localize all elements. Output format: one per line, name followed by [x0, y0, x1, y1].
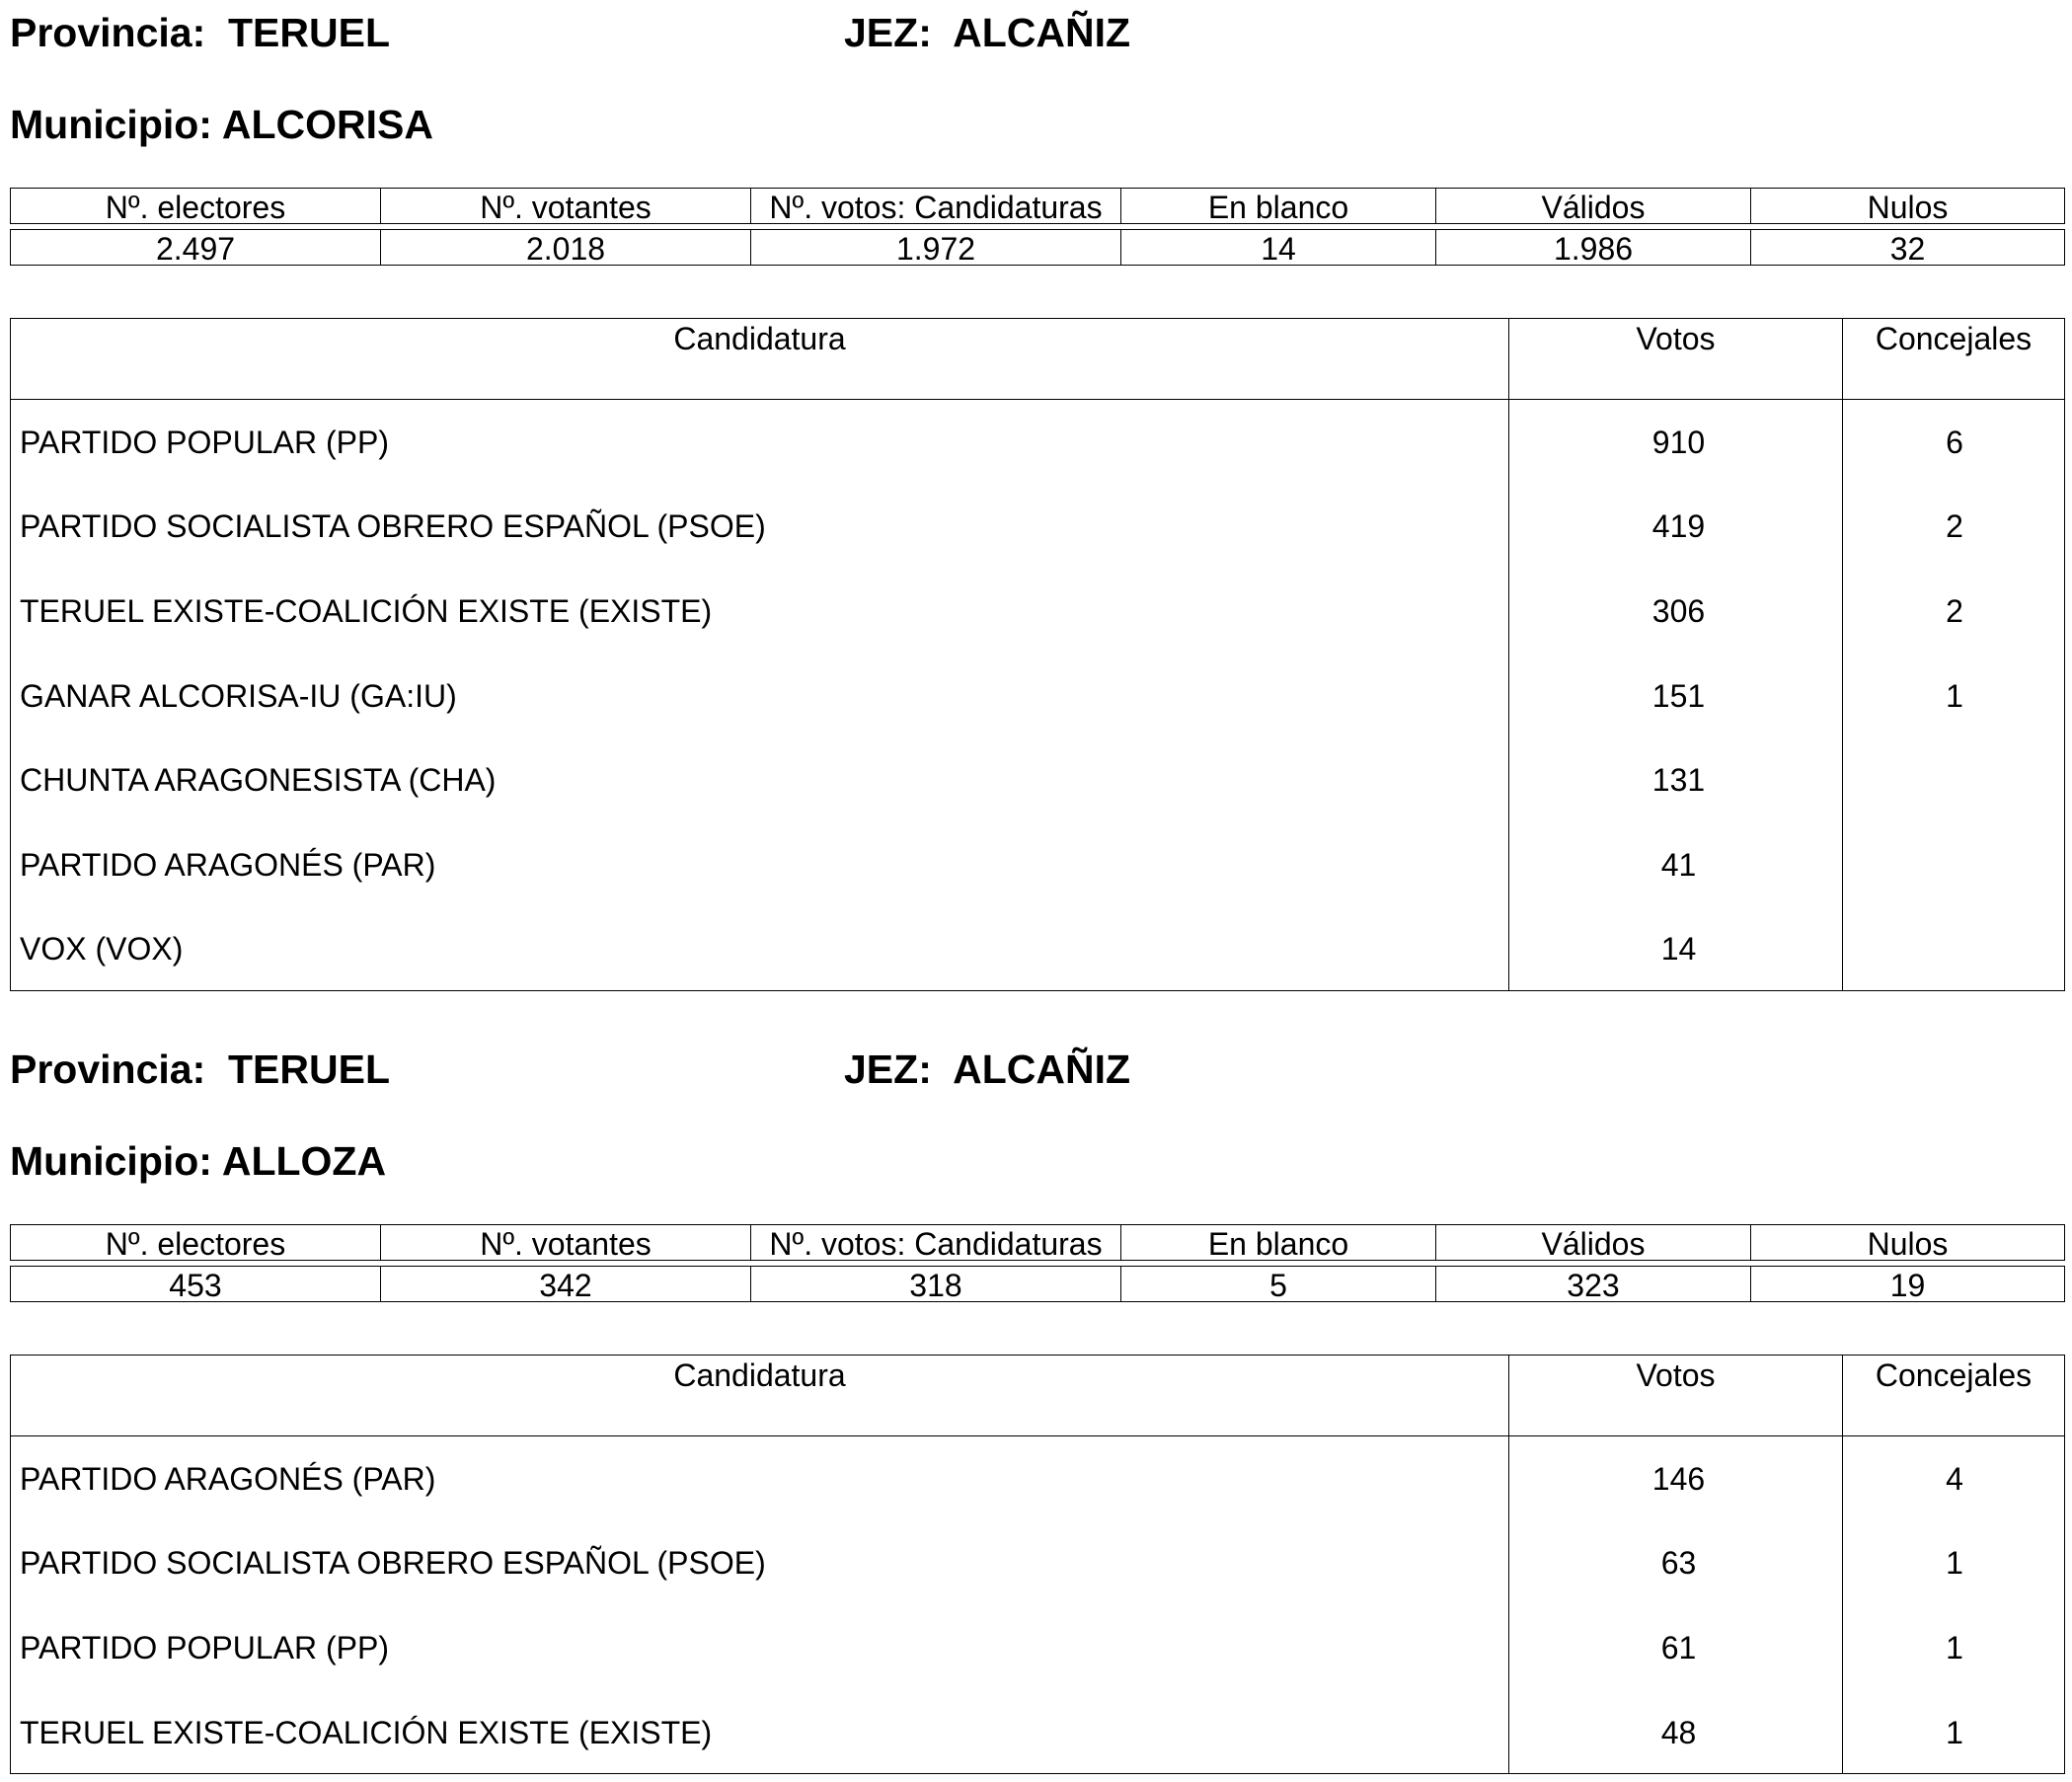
stats-header-blanco: En blanco	[1121, 189, 1436, 223]
candidatura-cell: CHUNTA ARAGONESISTA (CHA)	[11, 737, 1509, 822]
provincia-heading: Provincia: TERUEL	[10, 1046, 391, 1092]
candidatura-cell: PARTIDO POPULAR (PP)	[11, 400, 1509, 485]
votos-cell: 910	[1509, 400, 1843, 485]
table-row	[11, 737, 2064, 822]
votos-cell: 63	[1509, 1521, 1843, 1606]
stats-value-row	[10, 1266, 2065, 1302]
votos-cell: 131	[1509, 737, 1843, 822]
stats-header-validos: Válidos	[1436, 189, 1751, 223]
table-row	[11, 907, 2064, 992]
concejales-cell: 2	[1946, 592, 1963, 629]
concejales-cell	[1843, 907, 2064, 992]
concejales-cell	[1843, 737, 2064, 822]
concejales-cell: 6	[1946, 424, 1963, 460]
table-row	[11, 1521, 2064, 1606]
concejales-cell: 1	[1946, 1714, 1963, 1750]
stats-header-nulos: Nulos	[1867, 189, 1949, 225]
stats-value-validos: 1.986	[1436, 230, 1751, 265]
stats-header-row	[10, 188, 2065, 224]
municipio-heading: Municipio: ALLOZA	[10, 1138, 387, 1184]
stats-value-electores: 2.497	[11, 230, 381, 265]
votos-cell: 14	[1509, 907, 1843, 992]
results-header-row	[11, 319, 2064, 400]
stats-value-candidaturas: 318	[751, 1267, 1121, 1301]
concejales-cell: 2	[1946, 508, 1963, 545]
stats-table	[10, 1224, 2065, 1302]
stats-value-electores: 453	[11, 1267, 381, 1301]
stats-value-blanco: 14	[1121, 230, 1436, 265]
stats-value-candidaturas: 1.972	[751, 230, 1121, 265]
results-header-concejales: Concejales	[1875, 321, 2033, 356]
table-row	[11, 485, 2064, 570]
stats-value-votantes: 342	[381, 1267, 751, 1301]
concejales-cell	[1843, 822, 2064, 907]
candidatura-cell: PARTIDO POPULAR (PP)	[11, 1605, 1509, 1690]
votos-cell: 48	[1509, 1690, 1843, 1775]
table-row	[11, 654, 2064, 738]
table-row	[11, 1436, 2064, 1521]
results-table	[10, 1355, 2065, 1774]
stats-header-candidaturas: Nº. votos: Candidaturas	[751, 189, 1121, 223]
votos-cell: 61	[1509, 1605, 1843, 1690]
concejales-cell: 4	[1946, 1460, 1963, 1497]
candidatura-cell: TERUEL EXISTE-COALICIÓN EXISTE (EXISTE)	[11, 569, 1509, 654]
stats-header-votantes: Nº. votantes	[381, 1225, 751, 1260]
candidatura-cell: PARTIDO SOCIALISTA OBRERO ESPAÑOL (PSOE)	[11, 1521, 1509, 1606]
stats-value-nulos: 19	[1889, 1267, 1926, 1303]
concejales-cell: 1	[1946, 1629, 1963, 1666]
votos-cell: 419	[1509, 485, 1843, 570]
stats-header-row	[10, 1224, 2065, 1261]
municipio-section-alloza	[0, 1037, 2072, 1782]
candidatura-cell: PARTIDO SOCIALISTA OBRERO ESPAÑOL (PSOE)	[11, 485, 1509, 570]
municipio-heading: Municipio: ALCORISA	[10, 102, 433, 147]
concejales-cell: 1	[1946, 1545, 1963, 1582]
results-header-votos: Votos	[1509, 1356, 1843, 1435]
candidatura-cell: TERUEL EXISTE-COALICIÓN EXISTE (EXISTE)	[11, 1690, 1509, 1775]
provincia-heading: Provincia: TERUEL	[10, 10, 391, 55]
candidatura-cell: GANAR ALCORISA-IU (GA:IU)	[11, 654, 1509, 738]
stats-value-validos: 323	[1436, 1267, 1751, 1301]
votos-cell: 151	[1509, 654, 1843, 738]
candidatura-cell: PARTIDO ARAGONÉS (PAR)	[11, 1436, 1509, 1521]
results-header-votos: Votos	[1509, 319, 1843, 399]
stats-header-electores: Nº. electores	[11, 1225, 381, 1260]
stats-header-candidaturas: Nº. votos: Candidaturas	[751, 1225, 1121, 1260]
table-row	[11, 569, 2064, 654]
stats-value-row	[10, 229, 2065, 266]
votos-cell: 41	[1509, 822, 1843, 907]
jez-heading: JEZ: ALCAÑIZ	[844, 10, 1131, 55]
stats-header-votantes: Nº. votantes	[381, 189, 751, 223]
stats-value-blanco: 5	[1121, 1267, 1436, 1301]
results-header-candidatura: Candidatura	[11, 1356, 1509, 1435]
stats-value-nulos: 32	[1889, 230, 1926, 267]
stats-header-validos: Válidos	[1436, 1225, 1751, 1260]
votos-cell: 146	[1509, 1436, 1843, 1521]
table-row	[11, 1605, 2064, 1690]
candidatura-cell: VOX (VOX)	[11, 907, 1509, 992]
table-row	[11, 822, 2064, 907]
results-table	[10, 318, 2065, 991]
votos-cell: 306	[1509, 569, 1843, 654]
table-row	[11, 400, 2064, 485]
results-header-candidatura: Candidatura	[11, 319, 1509, 399]
table-row	[11, 1690, 2064, 1775]
stats-header-nulos: Nulos	[1867, 1225, 1949, 1262]
stats-table	[10, 188, 2065, 266]
candidatura-cell: PARTIDO ARAGONÉS (PAR)	[11, 822, 1509, 907]
results-header-concejales: Concejales	[1875, 1357, 2033, 1393]
stats-value-votantes: 2.018	[381, 230, 751, 265]
stats-header-blanco: En blanco	[1121, 1225, 1436, 1260]
jez-heading: JEZ: ALCAÑIZ	[844, 1046, 1131, 1092]
results-header-row	[11, 1356, 2064, 1436]
concejales-cell: 1	[1946, 677, 1963, 714]
stats-header-electores: Nº. electores	[11, 189, 381, 223]
